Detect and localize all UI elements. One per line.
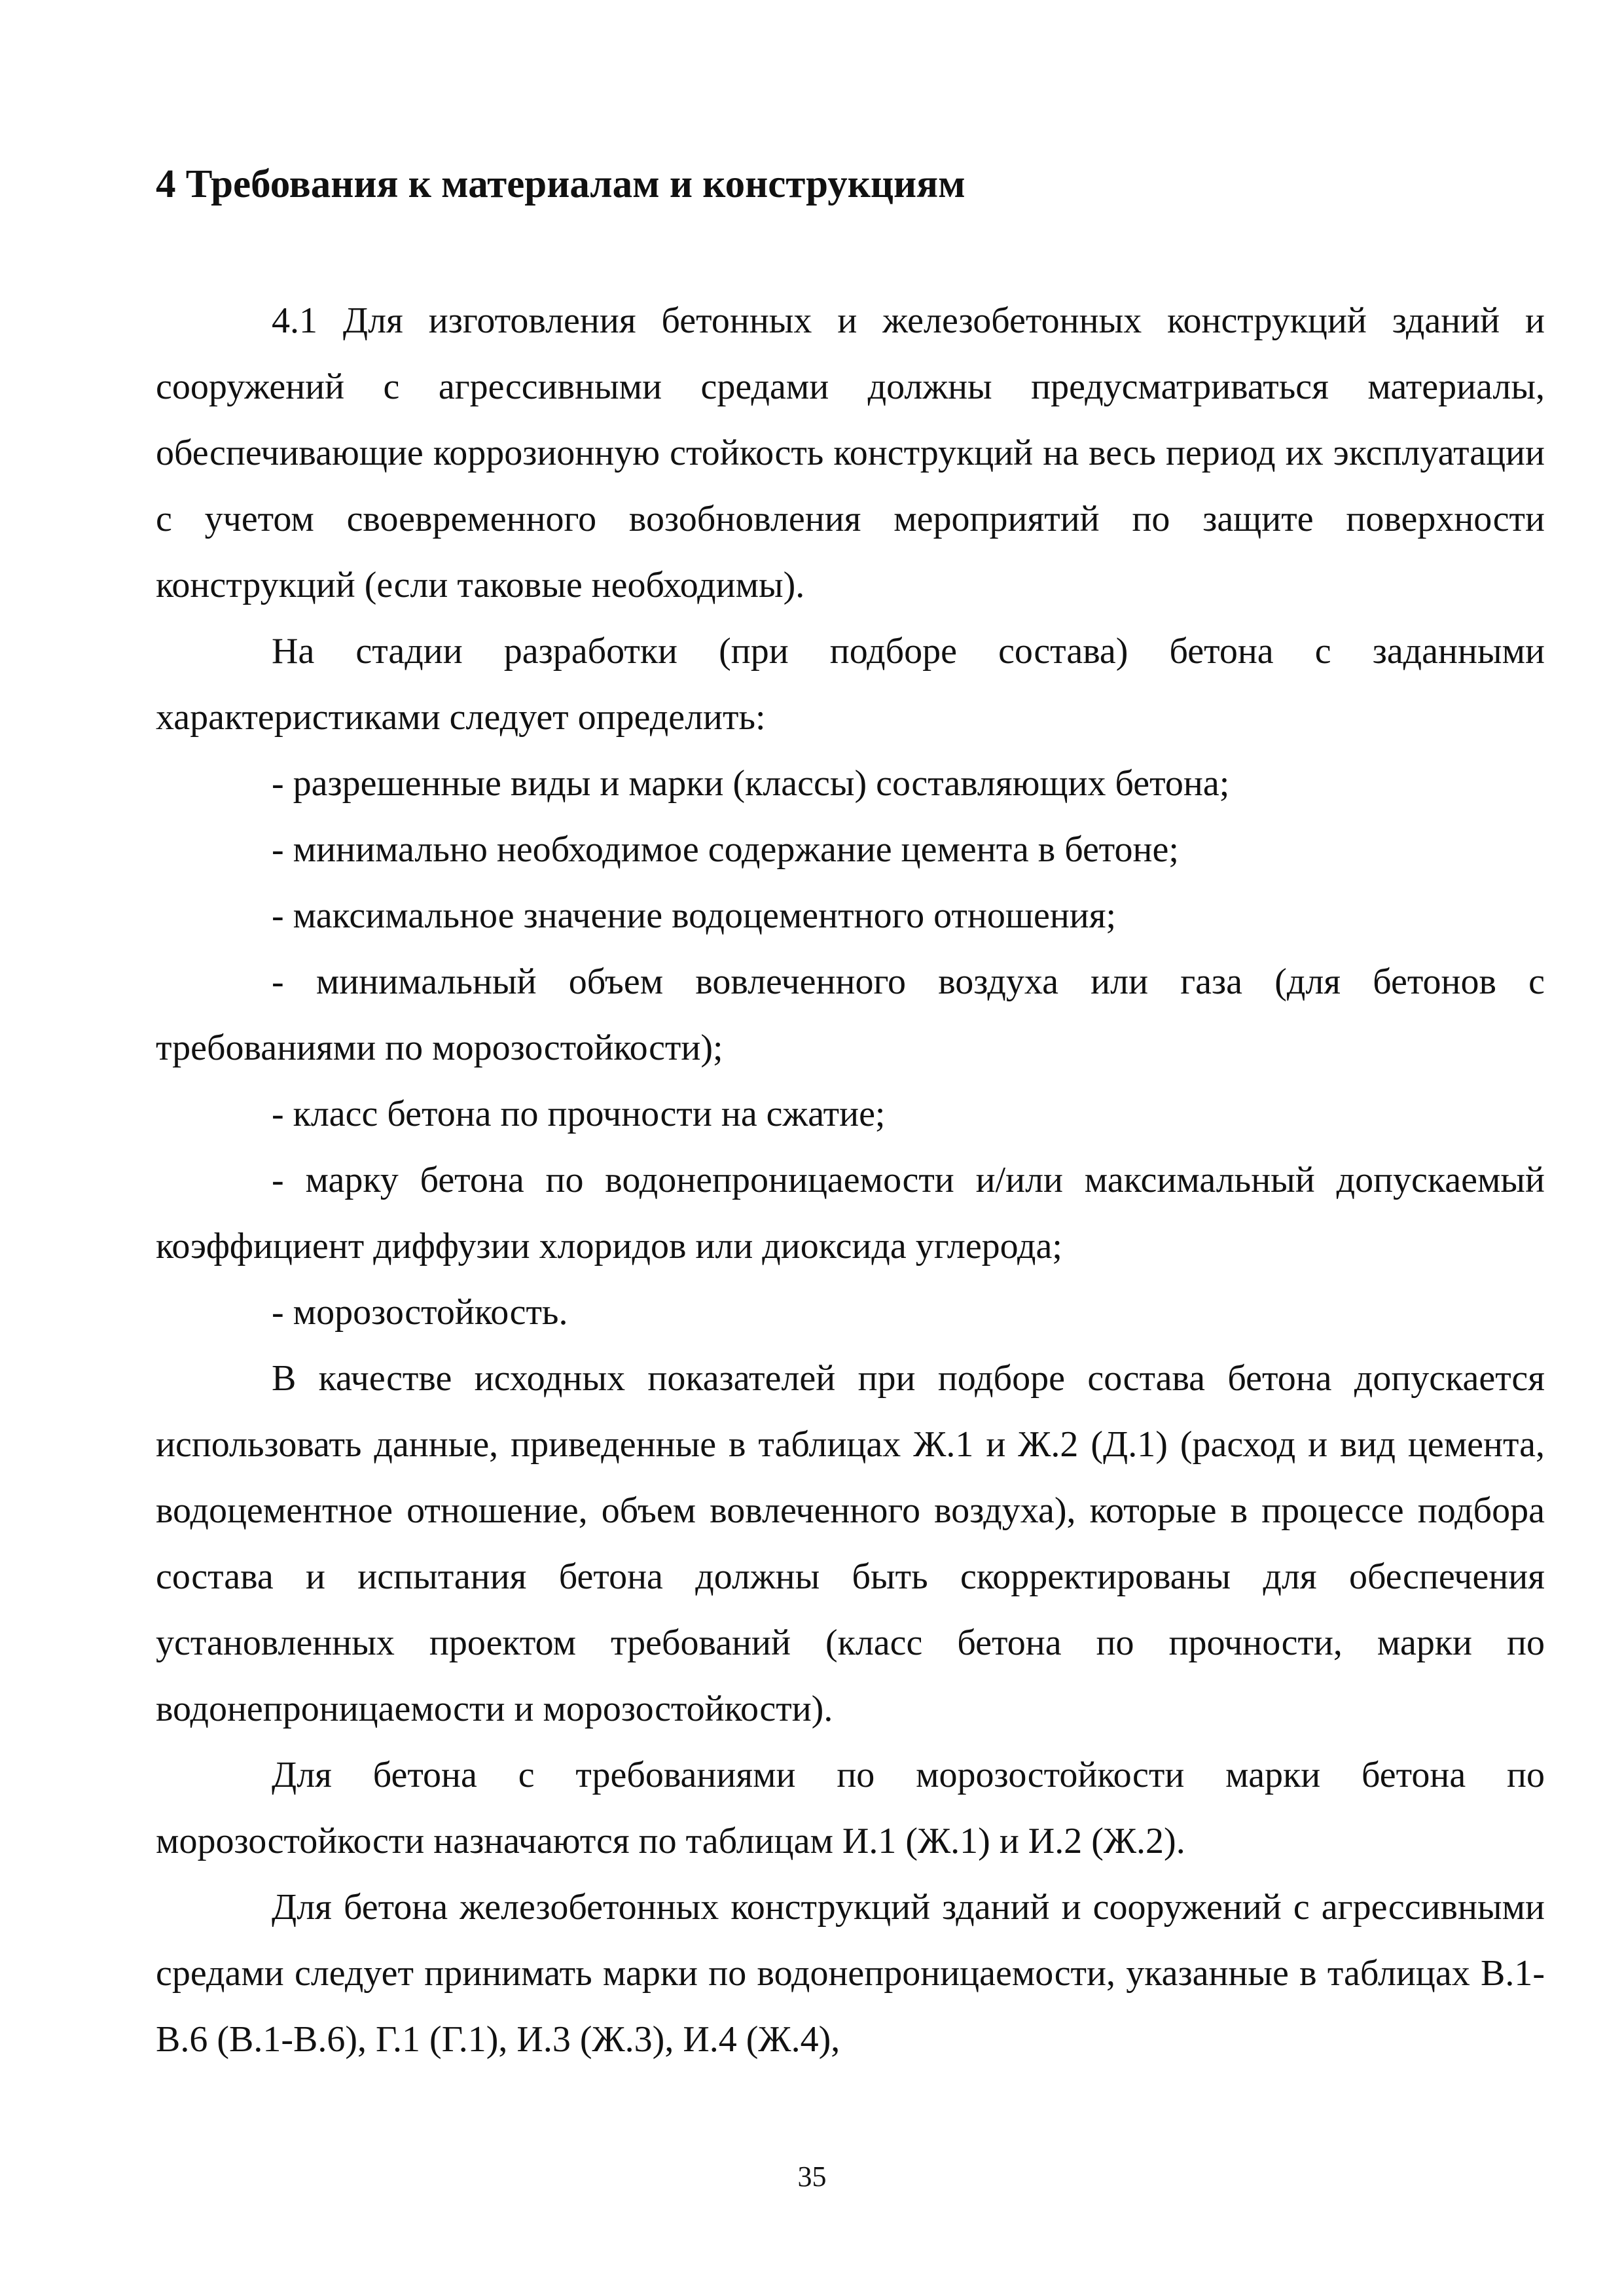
paragraph: Для бетона с требованиями по морозостойкости марки бетона по морозостойкости назначаются по таблицам И.1 (Ж.1) и И.2 (Ж.2). xyxy=(156,1755,1545,1861)
body-text xyxy=(156,288,1545,2073)
list-item: - морозостойкость. xyxy=(272,1292,568,1333)
list-item: - минимальный объем вовлеченного воздуха или газа (для бетонов с требованиями по морозостойкости); xyxy=(156,961,1545,1068)
paragraph: На стадии разработки (при подборе состава) бетона с заданными характеристиками следует определить: xyxy=(156,631,1545,738)
list-item: - максимальное значение водоцементного отношения; xyxy=(272,895,1117,936)
paragraph: 4.1 Для изготовления бетонных и железобетонных конструкций зданий и сооружений с агрессивными средами должны предусматриваться материалы, обеспечивающие коррозионную стойкость конструкций на весь период их эксплуатации с учетом своевременного возобновления мероприятий по защите поверхности конструкций (если таковые необходимы). xyxy=(156,300,1545,605)
page-number: 35 xyxy=(797,2161,827,2193)
paragraph: Для бетона железобетонных конструкций зданий и сооружений с агрессивными средами следует принимать марки по водонепроницаемости, указанные в таблицах В.1-В.6 (В.1-В.6), Г.1 (Г.1), И.3 (Ж.3), И.4 (Ж.4), xyxy=(156,1887,1545,2060)
list-item: - разрешенные виды и марки (классы) составляющих бетона; xyxy=(272,763,1230,804)
paragraph: В качестве исходных показателей при подборе состава бетона допускается использовать данные, приведенные в таблицах Ж.1 и Ж.2 (Д.1) (расход и вид цемента, водоцементное отношение, объем вовлеченного воздуха), которые в процессе подбора состава и испытания бетона должны быть скорректированы для обеспечения установленных проектом требований (класс бетона по прочности, марки по водонепроницаемости и морозостойкости). xyxy=(156,1358,1545,1729)
list-item: - класс бетона по прочности на сжатие; xyxy=(272,1094,886,1134)
list-item: - минимально необходимое содержание цемента в бетоне; xyxy=(272,829,1179,870)
list-item: - марку бетона по водонепроницаемости и/или максимальный допускаемый коэффициент диффузии хлоридов или диоксида углерода; xyxy=(156,1160,1545,1266)
section-title: 4 Требования к материалам и конструкциям xyxy=(156,162,965,206)
